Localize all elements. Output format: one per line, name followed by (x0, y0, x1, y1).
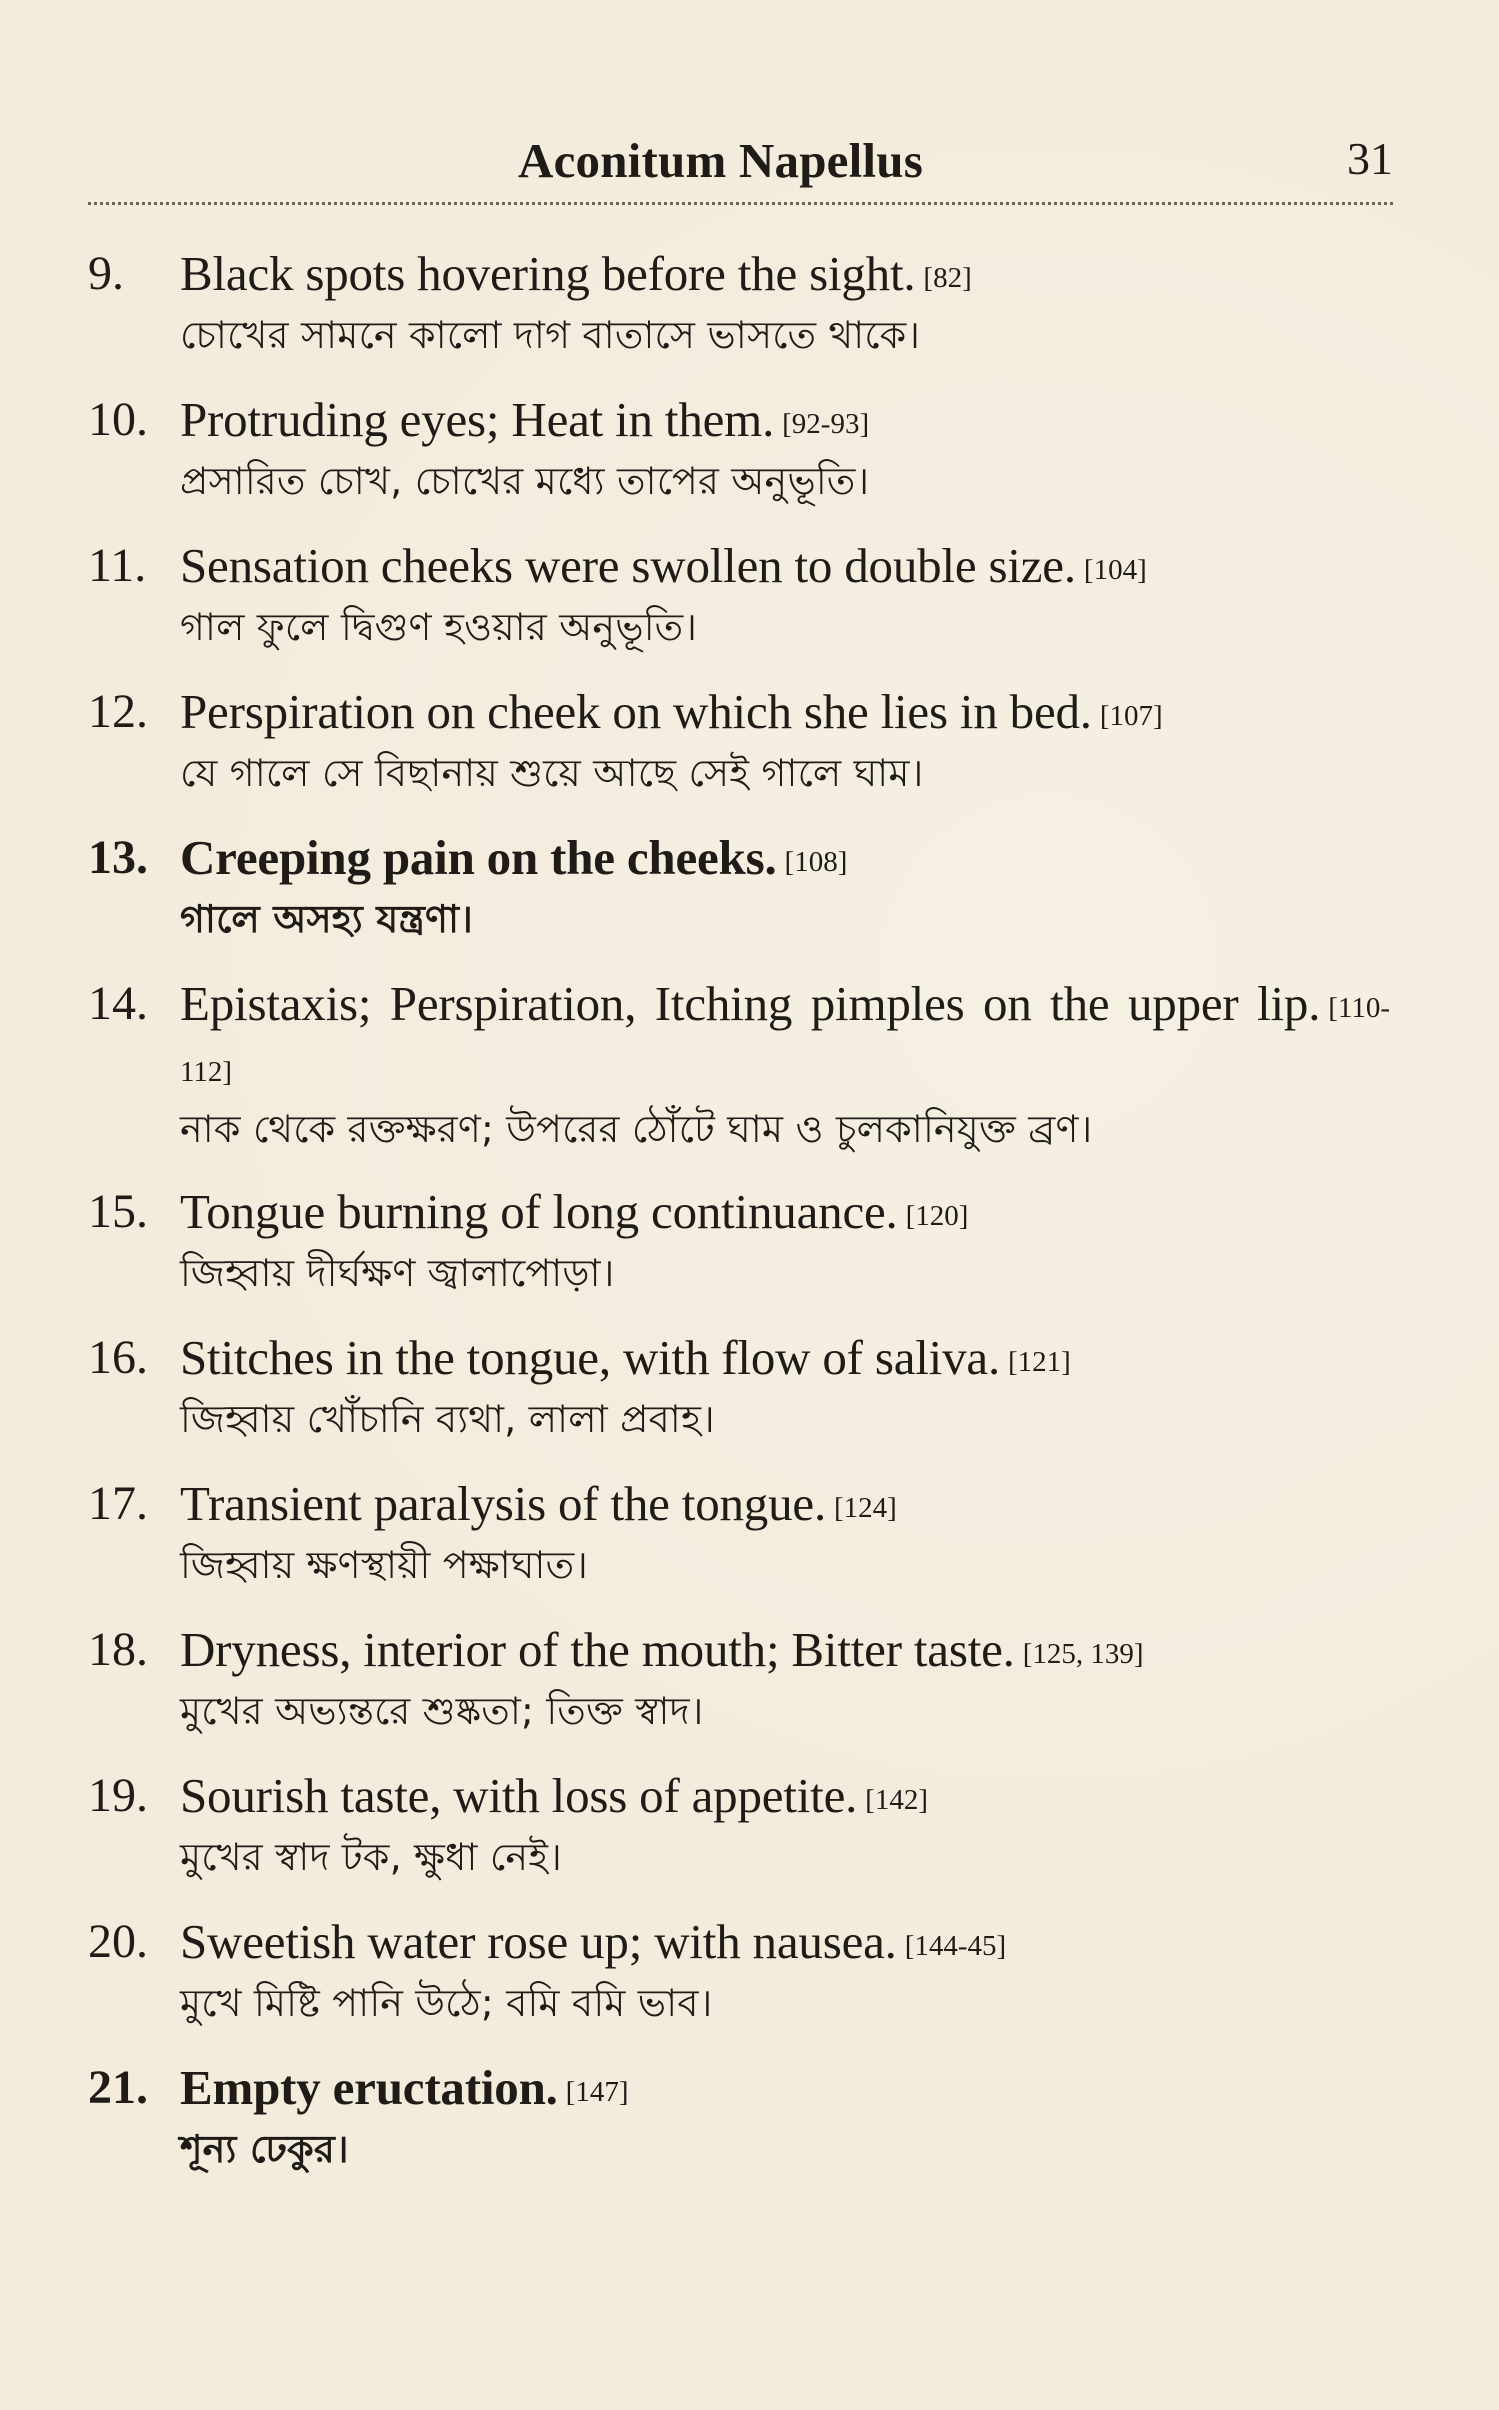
header-divider (88, 202, 1393, 205)
entry-number: 11. (88, 539, 147, 592)
entry-bengali: গাল ফুলে দ্বিগুণ হওয়ার অনুভূতি। (180, 605, 698, 649)
page-title: Aconitum Napellus (518, 133, 923, 188)
entry-bengali: জিহ্বায় খোঁচানি ব্যথা, লালা প্রবাহ। (180, 1397, 715, 1441)
entry-number: 20. (88, 1915, 148, 1968)
reference-number: [124] (834, 1492, 897, 1524)
entry-english (180, 2058, 1398, 2122)
entry-english (180, 974, 1390, 1102)
reference-number: [108] (784, 846, 848, 878)
reference-number: [125, 139] (1022, 1638, 1144, 1670)
reference-number: [142] (865, 1784, 928, 1816)
entry-bengali: গালে অসহ্য যন্ত্রণা। (180, 897, 474, 941)
entry-number: 18. (88, 1623, 148, 1676)
reference-number: [92-93] (782, 408, 870, 440)
entry-text (180, 1766, 1398, 1882)
english-text: Creeping pain on the cheeks. (180, 830, 777, 885)
english-text: Sourish taste, with loss of appetite. (180, 1768, 858, 1823)
reference-number: [110-112] (180, 992, 1390, 1088)
reference-number: [104] (1083, 554, 1147, 586)
entry-text (180, 536, 1398, 652)
reference-number: [144-45] (904, 1930, 1007, 1962)
entry-english (180, 390, 1398, 454)
entry-text (180, 244, 1398, 360)
reference-number: [121] (1008, 1346, 1071, 1378)
entry-bengali: জিহ্বায় ক্ষণস্থায়ী পক্ষাঘাত। (180, 1543, 589, 1587)
reference-number: [147] (565, 2076, 629, 2108)
entry-english (180, 682, 1398, 746)
entry-english (180, 536, 1398, 600)
entry-english (180, 244, 1398, 308)
symptom-entry-10 (88, 390, 1398, 508)
english-text: Dryness, interior of the mouth; Bitter taste. (180, 1622, 1015, 1677)
page-header (88, 124, 1393, 214)
symptom-entry-9 (88, 244, 1398, 362)
english-text: Empty eructation. (180, 2060, 558, 2115)
entry-english (180, 1328, 1398, 1392)
entry-english (180, 1474, 1398, 1538)
english-text: Sweetish water rose up; with nausea. (180, 1914, 897, 1969)
entry-bengali: জিহ্বায় দীর্ঘক্ষণ জ্বালাপোড়া। (180, 1251, 615, 1295)
entry-text (180, 828, 1398, 944)
entry-number: 19. (88, 1769, 148, 1822)
entry-english (180, 1912, 1398, 1976)
entry-number: 12. (88, 685, 148, 738)
entry-bengali: প্রসারিত চোখ, চোখের মধ্যে তাপের অনুভূতি। (180, 459, 870, 503)
symptom-entry-13 (88, 828, 1398, 946)
entry-english (180, 1766, 1398, 1830)
entry-number: 9. (88, 247, 124, 300)
entry-bengali: শূন্য ঢেকুর। (180, 2127, 349, 2171)
symptom-entry-18 (88, 1620, 1398, 1738)
symptom-entry-12 (88, 682, 1398, 800)
entry-number: 15. (88, 1185, 148, 1238)
entry-english (180, 1182, 1398, 1246)
english-text: Protruding eyes; Heat in them. (180, 392, 775, 447)
entry-number: 17. (88, 1477, 148, 1530)
entry-text (180, 1182, 1398, 1298)
symptom-entry-14 (88, 974, 1398, 1154)
entry-bengali: মুখের অভ্যন্তরে শুষ্কতা; তিক্ত স্বাদ। (180, 1689, 704, 1733)
symptom-entry-20 (88, 1912, 1398, 2030)
entry-number: 14. (88, 977, 148, 1030)
symptom-entry-21 (88, 2058, 1398, 2176)
entry-english (180, 828, 1398, 892)
english-text: Sensation cheeks were swollen to double size. (180, 538, 1076, 593)
entry-bengali: নাক থেকে রক্তক্ষরণ; উপরের ঠোঁটে ঘাম ও চুলকানিযুক্ত ব্রণ। (180, 1107, 1093, 1151)
english-text: Epistaxis; Perspiration, Itching pimples on the upper lip. (180, 976, 1321, 1031)
entry-bengali: চোখের সামনে কালো দাগ বাতাসে ভাসতে থাকে। (180, 313, 921, 357)
symptom-entry-11 (88, 536, 1398, 654)
english-text: Perspiration on cheek on which she lies in bed. (180, 684, 1092, 739)
entry-text (180, 1328, 1398, 1444)
reference-number: [107] (1099, 700, 1163, 732)
symptom-list (88, 244, 1398, 2204)
reference-number: [120] (905, 1200, 969, 1232)
page-number: 31 (1347, 133, 1393, 184)
symptom-entry-19 (88, 1766, 1398, 1884)
entry-number: 21. (88, 2061, 148, 2114)
english-text: Tongue burning of long continuance. (180, 1184, 898, 1239)
entry-text (180, 390, 1398, 506)
entry-english (180, 1620, 1398, 1684)
entry-text (180, 1620, 1398, 1736)
symptom-entry-17 (88, 1474, 1398, 1592)
symptom-entry-16 (88, 1328, 1398, 1446)
entry-bengali: মুখের স্বাদ টক, ক্ষুধা নেই। (180, 1835, 562, 1879)
entry-text (180, 2058, 1398, 2174)
entry-text (180, 682, 1398, 798)
entry-number: 10. (88, 393, 148, 446)
english-text: Stitches in the tongue, with flow of saliva. (180, 1330, 1000, 1385)
entry-text (180, 1912, 1398, 2028)
english-text: Transient paralysis of the tongue. (180, 1476, 826, 1531)
reference-number: [82] (923, 262, 972, 294)
entry-number: 13. (88, 831, 148, 884)
entry-bengali: যে গালে সে বিছানায় শুয়ে আছে সেই গালে ঘাম। (180, 751, 924, 795)
english-text: Black spots hovering before the sight. (180, 246, 916, 301)
entry-text (180, 1474, 1398, 1590)
entry-bengali: মুখে মিষ্টি পানি উঠে; বমি বমি ভাব। (180, 1981, 713, 2025)
entry-number: 16. (88, 1331, 148, 1384)
symptom-entry-15 (88, 1182, 1398, 1300)
entry-text (180, 974, 1398, 1154)
